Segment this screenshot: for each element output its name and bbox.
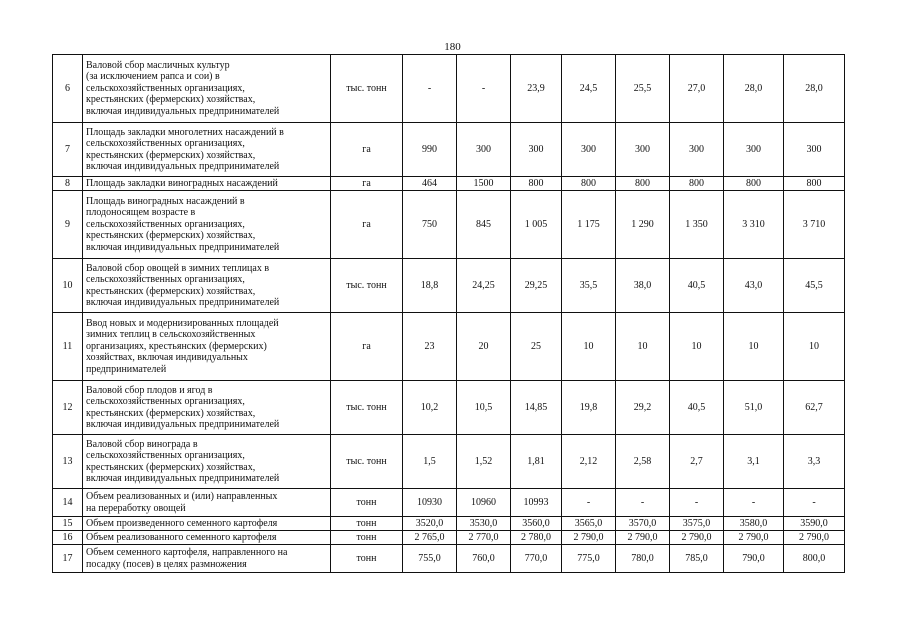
value-cell: 10,2 bbox=[403, 381, 457, 435]
value-cell: 3560,0 bbox=[511, 517, 562, 531]
value-cell: 40,5 bbox=[670, 259, 724, 313]
value-cell: 770,0 bbox=[511, 545, 562, 573]
value-cell: 3570,0 bbox=[616, 517, 670, 531]
row-number: 16 bbox=[53, 531, 83, 545]
unit-cell: тонн bbox=[331, 489, 403, 517]
value-cell: 20 bbox=[457, 313, 511, 381]
value-cell: 3580,0 bbox=[724, 517, 784, 531]
value-cell: 2,7 bbox=[670, 435, 724, 489]
value-cell: 3,3 bbox=[784, 435, 845, 489]
value-cell: 3530,0 bbox=[457, 517, 511, 531]
value-cell: 990 bbox=[403, 123, 457, 177]
row-number: 8 bbox=[53, 177, 83, 191]
value-cell: - bbox=[724, 489, 784, 517]
page-number: 180 bbox=[444, 41, 461, 53]
value-cell: 800 bbox=[562, 177, 616, 191]
value-cell: 800,0 bbox=[784, 545, 845, 573]
value-cell: 780,0 bbox=[616, 545, 670, 573]
value-cell: 28,0 bbox=[784, 55, 845, 123]
row-number: 7 bbox=[53, 123, 83, 177]
unit-cell: га bbox=[331, 123, 403, 177]
value-cell: 28,0 bbox=[724, 55, 784, 123]
value-cell: - bbox=[670, 489, 724, 517]
indicator-name: Площадь закладки виноградных насаждений bbox=[83, 177, 331, 191]
value-cell: 10,5 bbox=[457, 381, 511, 435]
value-cell: 2 770,0 bbox=[457, 531, 511, 545]
row-number: 6 bbox=[53, 55, 83, 123]
value-cell: 1 005 bbox=[511, 191, 562, 259]
table-row bbox=[53, 489, 845, 517]
value-cell: 845 bbox=[457, 191, 511, 259]
unit-cell: тыс. тонн bbox=[331, 55, 403, 123]
table-row bbox=[53, 313, 845, 381]
value-cell: 300 bbox=[511, 123, 562, 177]
value-cell: 464 bbox=[403, 177, 457, 191]
value-cell: 300 bbox=[724, 123, 784, 177]
value-cell: 300 bbox=[616, 123, 670, 177]
value-cell: 300 bbox=[457, 123, 511, 177]
value-cell: 755,0 bbox=[403, 545, 457, 573]
value-cell: 25,5 bbox=[616, 55, 670, 123]
row-number: 9 bbox=[53, 191, 83, 259]
value-cell: 3 710 bbox=[784, 191, 845, 259]
row-number: 11 bbox=[53, 313, 83, 381]
value-cell: 38,0 bbox=[616, 259, 670, 313]
value-cell: 35,5 bbox=[562, 259, 616, 313]
value-cell: 2,12 bbox=[562, 435, 616, 489]
value-cell: 1500 bbox=[457, 177, 511, 191]
indicator-name: Площадь виноградных насаждений в плодоносящем возрасте в сельскохозяйственных организациях, крестьянских (фермерских) хозяйствах, включая индивидуальных предпринимателей bbox=[83, 191, 331, 259]
value-cell: - bbox=[784, 489, 845, 517]
indicator-name: Валовой сбор плодов и ягод в сельскохозяйственных организациях, крестьянских (фермерских) хозяйствах, включая индивидуальных предпринимателей bbox=[83, 381, 331, 435]
value-cell: 10 bbox=[562, 313, 616, 381]
value-cell: 3,1 bbox=[724, 435, 784, 489]
value-cell: 300 bbox=[562, 123, 616, 177]
row-number: 17 bbox=[53, 545, 83, 573]
indicator-name: Объем семенного картофеля, направленного на посадку (посев) в целях размножения bbox=[83, 545, 331, 573]
value-cell: 51,0 bbox=[724, 381, 784, 435]
indicator-name: Объем реализованного семенного картофеля bbox=[83, 531, 331, 545]
value-cell: 1,81 bbox=[511, 435, 562, 489]
value-cell: 1 175 bbox=[562, 191, 616, 259]
value-cell: 10930 bbox=[403, 489, 457, 517]
value-cell: 3575,0 bbox=[670, 517, 724, 531]
table-row bbox=[53, 517, 845, 531]
value-cell: 2,58 bbox=[616, 435, 670, 489]
indicator-name: Валовой сбор овощей в зимних теплицах в сельскохозяйственных организациях, крестьянских (фермерских) хозяйствах, включая индивидуальных предпринимателей bbox=[83, 259, 331, 313]
value-cell: 2 790,0 bbox=[784, 531, 845, 545]
value-cell: 2 780,0 bbox=[511, 531, 562, 545]
value-cell: 800 bbox=[670, 177, 724, 191]
row-number: 14 bbox=[53, 489, 83, 517]
value-cell: 750 bbox=[403, 191, 457, 259]
unit-cell: тонн bbox=[331, 545, 403, 573]
value-cell: 3520,0 bbox=[403, 517, 457, 531]
table-row bbox=[53, 191, 845, 259]
row-number: 12 bbox=[53, 381, 83, 435]
value-cell: 23 bbox=[403, 313, 457, 381]
value-cell: - bbox=[616, 489, 670, 517]
row-number: 10 bbox=[53, 259, 83, 313]
indicator-name: Площадь закладки многолетних насаждений в сельскохозяйственных организациях, крестьянских (фермерских) хозяйствах, включая индивидуальных предпринимателей bbox=[83, 123, 331, 177]
value-cell: 3590,0 bbox=[784, 517, 845, 531]
value-cell: 24,5 bbox=[562, 55, 616, 123]
value-cell: 800 bbox=[511, 177, 562, 191]
value-cell: 10 bbox=[784, 313, 845, 381]
value-cell: 3565,0 bbox=[562, 517, 616, 531]
table-body bbox=[53, 55, 845, 573]
value-cell: 23,9 bbox=[511, 55, 562, 123]
value-cell: 43,0 bbox=[724, 259, 784, 313]
value-cell: 800 bbox=[724, 177, 784, 191]
value-cell: 24,25 bbox=[457, 259, 511, 313]
value-cell: 29,25 bbox=[511, 259, 562, 313]
table-row bbox=[53, 55, 845, 123]
value-cell: 10 bbox=[616, 313, 670, 381]
value-cell: 2 790,0 bbox=[724, 531, 784, 545]
unit-cell: га bbox=[331, 191, 403, 259]
indicator-name: Ввод новых и модернизированных площадей зимних теплиц в сельскохозяйственных организациях, крестьянских (фермерских) хозяйствах, включая индивидуальных предпринимателей bbox=[83, 313, 331, 381]
row-number: 15 bbox=[53, 517, 83, 531]
value-cell: 29,2 bbox=[616, 381, 670, 435]
value-cell: 300 bbox=[784, 123, 845, 177]
value-cell: 1 290 bbox=[616, 191, 670, 259]
value-cell: 3 310 bbox=[724, 191, 784, 259]
value-cell: 18,8 bbox=[403, 259, 457, 313]
value-cell: 27,0 bbox=[670, 55, 724, 123]
value-cell: 785,0 bbox=[670, 545, 724, 573]
value-cell: - bbox=[457, 55, 511, 123]
table-row bbox=[53, 259, 845, 313]
value-cell: - bbox=[562, 489, 616, 517]
unit-cell: тонн bbox=[331, 531, 403, 545]
table-row bbox=[53, 545, 845, 573]
table-row bbox=[53, 531, 845, 545]
value-cell: 2 790,0 bbox=[670, 531, 724, 545]
indicator-name: Валовой сбор винограда в сельскохозяйственных организациях, крестьянских (фермерских) хозяйствах, включая индивидуальных предпринимателей bbox=[83, 435, 331, 489]
value-cell: 14,85 bbox=[511, 381, 562, 435]
table-row bbox=[53, 381, 845, 435]
value-cell: 760,0 bbox=[457, 545, 511, 573]
table-row bbox=[53, 435, 845, 489]
unit-cell: тыс. тонн bbox=[331, 435, 403, 489]
value-cell: 775,0 bbox=[562, 545, 616, 573]
value-cell: 800 bbox=[784, 177, 845, 191]
value-cell: 1,5 bbox=[403, 435, 457, 489]
unit-cell: тыс. тонн bbox=[331, 381, 403, 435]
value-cell: 790,0 bbox=[724, 545, 784, 573]
unit-cell: га bbox=[331, 177, 403, 191]
value-cell: 62,7 bbox=[784, 381, 845, 435]
value-cell: 10 bbox=[724, 313, 784, 381]
value-cell: 2 790,0 bbox=[616, 531, 670, 545]
indicators-table bbox=[52, 54, 845, 573]
value-cell: 800 bbox=[616, 177, 670, 191]
value-cell: 10960 bbox=[457, 489, 511, 517]
value-cell: 2 790,0 bbox=[562, 531, 616, 545]
value-cell: 45,5 bbox=[784, 259, 845, 313]
value-cell: 10 bbox=[670, 313, 724, 381]
unit-cell: га bbox=[331, 313, 403, 381]
value-cell: 1,52 bbox=[457, 435, 511, 489]
indicator-name: Объем произведенного семенного картофеля bbox=[83, 517, 331, 531]
unit-cell: тонн bbox=[331, 517, 403, 531]
unit-cell: тыс. тонн bbox=[331, 259, 403, 313]
value-cell: 300 bbox=[670, 123, 724, 177]
indicator-name: Валовой сбор масличных культур (за исключением рапса и сои) в сельскохозяйственных организациях, крестьянских (фермерских) хозяйствах, включая индивидуальных предпринимателей bbox=[83, 55, 331, 123]
value-cell: - bbox=[403, 55, 457, 123]
value-cell: 2 765,0 bbox=[403, 531, 457, 545]
table-row bbox=[53, 123, 845, 177]
value-cell: 25 bbox=[511, 313, 562, 381]
table-row bbox=[53, 177, 845, 191]
value-cell: 10993 bbox=[511, 489, 562, 517]
value-cell: 40,5 bbox=[670, 381, 724, 435]
value-cell: 19,8 bbox=[562, 381, 616, 435]
value-cell: 1 350 bbox=[670, 191, 724, 259]
row-number: 13 bbox=[53, 435, 83, 489]
indicator-name: Объем реализованных и (или) направленных на переработку овощей bbox=[83, 489, 331, 517]
